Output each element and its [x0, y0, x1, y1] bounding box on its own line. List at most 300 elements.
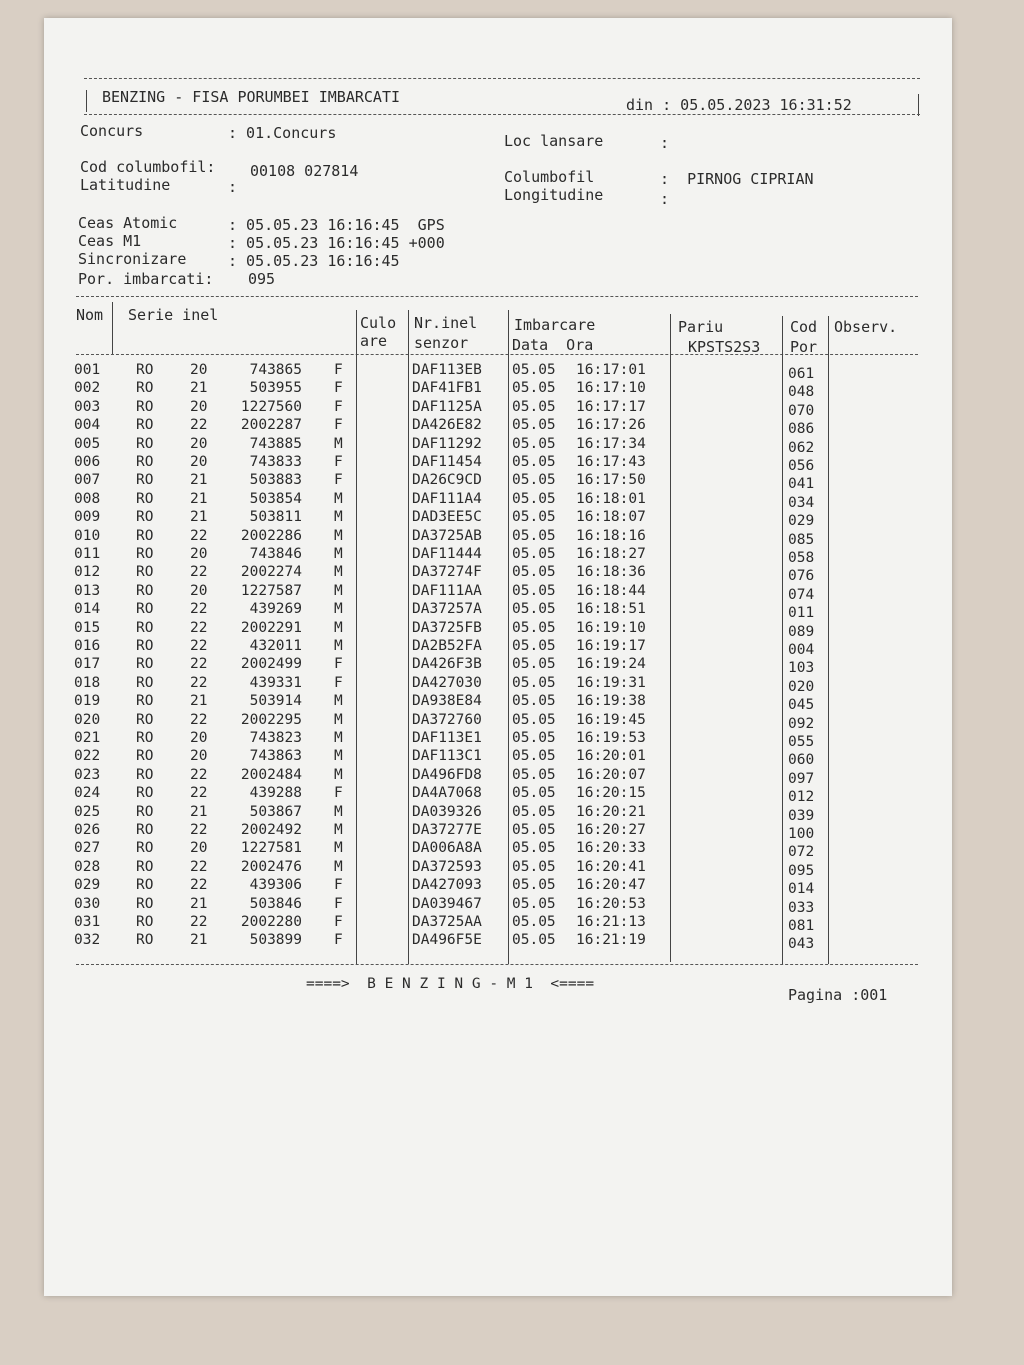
ceas-atomic-label: Ceas Atomic [78, 214, 178, 232]
row-sensor: DAD3EE5C [412, 509, 482, 526]
row-cod-por: 020 [788, 678, 815, 695]
row-sensor: DA3725FB [412, 619, 482, 636]
printed-sheet [44, 18, 952, 1296]
row-sex: F [334, 454, 343, 470]
row-sensor: DA37274F [412, 564, 482, 581]
row-ring-number: 503883 [249, 472, 302, 489]
row-country: RO [136, 711, 154, 728]
row-date: 05.05 [512, 730, 556, 746]
row-cod-por: 014 [788, 881, 815, 898]
row-country: RO [136, 472, 154, 489]
row-cod-por: 086 [788, 421, 815, 438]
row-year: 22 [190, 601, 208, 618]
table-row [44, 380, 924, 399]
row-country: RO [136, 527, 154, 544]
table-row [44, 601, 924, 620]
row-nom: 030 [74, 895, 101, 912]
col-header-imbarcare-1: Imbarcare [514, 316, 596, 334]
row-ring-number: 743833 [249, 454, 302, 470]
row-sex: M [334, 822, 343, 838]
row-nom: 001 [74, 362, 101, 378]
row-date: 05.05 [512, 454, 556, 470]
row-date: 05.05 [512, 619, 556, 636]
row-ring-number: 743885 [249, 435, 302, 452]
row-country: RO [136, 417, 154, 434]
row-sensor: DA372760 [412, 711, 482, 728]
title-right-border [918, 94, 919, 116]
cod-columbofil-value: 00108 027814 [250, 162, 359, 180]
row-nom: 028 [74, 858, 101, 875]
row-sensor: DAF1125A [412, 398, 482, 415]
table-row [44, 656, 924, 675]
row-ring-number: 2002286 [240, 527, 302, 544]
row-sex: F [334, 472, 343, 489]
row-cod-por: 058 [788, 550, 815, 566]
row-year: 21 [190, 932, 208, 949]
row-year: 20 [190, 362, 208, 378]
row-ring-number: 2002291 [240, 619, 302, 636]
col-header-cod-1: Cod [790, 318, 818, 336]
row-sex: M [334, 582, 343, 599]
row-cod-por: 012 [788, 789, 815, 806]
row-nom: 006 [74, 454, 101, 470]
row-sensor: DA4A7068 [412, 785, 482, 802]
row-country: RO [136, 380, 154, 397]
table-top-border [76, 296, 918, 297]
row-cod-por: 100 [788, 826, 815, 842]
table-row [44, 546, 924, 565]
row-nom: 005 [74, 435, 101, 452]
row-nom: 014 [74, 601, 101, 618]
row-sensor: DAF41FB1 [412, 380, 482, 397]
col-header-nom: Nom [76, 306, 104, 324]
row-cod-por: 039 [788, 807, 815, 824]
row-date: 05.05 [512, 932, 556, 949]
table-row [44, 509, 924, 528]
row-ring-number: 2002274 [240, 564, 302, 581]
ceas-m1-value: : 05.05.23 16:16:45 +000 [228, 234, 445, 252]
row-date: 05.05 [512, 822, 556, 838]
row-country: RO [136, 509, 154, 526]
row-sensor: DAF113E1 [412, 730, 482, 746]
row-time: 16:17:10 [576, 380, 646, 397]
row-sensor: DAF11292 [412, 435, 482, 452]
columbofil-value: : PIRNOG CIPRIAN [660, 170, 814, 188]
por-imbarcati-value: 095 [248, 270, 276, 288]
row-year: 21 [190, 472, 208, 489]
row-year: 22 [190, 785, 208, 802]
table-row [44, 932, 924, 951]
table-row [44, 840, 924, 859]
row-sensor: DA938E84 [412, 693, 482, 710]
row-sensor: DA039326 [412, 803, 482, 820]
row-sensor: DA3725AA [412, 914, 482, 930]
row-year: 22 [190, 674, 208, 691]
row-ring-number: 503867 [249, 803, 302, 820]
row-time: 16:19:38 [576, 693, 646, 710]
row-cod-por: 072 [788, 844, 815, 861]
row-sex: M [334, 766, 343, 783]
row-country: RO [136, 766, 154, 783]
table-row [44, 417, 924, 436]
row-date: 05.05 [512, 435, 556, 452]
row-sex: M [334, 730, 343, 746]
row-ring-number: 439288 [249, 785, 302, 802]
row-date: 05.05 [512, 638, 556, 654]
row-date: 05.05 [512, 362, 556, 378]
row-country: RO [136, 490, 154, 507]
row-time: 16:20:41 [576, 858, 646, 875]
row-country: RO [136, 840, 154, 857]
row-sex: M [334, 527, 343, 544]
row-year: 22 [190, 858, 208, 875]
table-row [44, 399, 924, 418]
table-row [44, 896, 924, 915]
row-sensor: DA26C9CD [412, 472, 482, 489]
row-cod-por: 081 [788, 918, 815, 934]
row-ring-number: 743863 [249, 748, 302, 765]
row-cod-por: 029 [788, 513, 815, 530]
row-sensor: DA37257A [412, 601, 482, 618]
row-ring-number: 432011 [249, 638, 302, 654]
row-time: 16:18:51 [576, 601, 646, 618]
table-row [44, 693, 924, 712]
latitudine-label: Latitudine [80, 176, 171, 194]
col-header-nrinel-1: Nr.inel [414, 314, 478, 332]
row-sex: M [334, 435, 343, 452]
row-year: 20 [190, 748, 208, 765]
row-ring-number: 2002484 [240, 766, 302, 783]
row-nom: 016 [74, 638, 101, 654]
row-ring-number: 1227560 [240, 398, 302, 415]
row-sex: M [334, 858, 343, 875]
row-date: 05.05 [512, 601, 556, 618]
row-date: 05.05 [512, 877, 556, 894]
table-row [44, 730, 924, 749]
row-ring-number: 2002287 [240, 417, 302, 434]
row-sex: M [334, 840, 343, 857]
concurs-value: : 01.Concurs [228, 124, 337, 142]
row-year: 21 [190, 490, 208, 507]
table-header-border [76, 354, 918, 355]
row-nom: 019 [74, 693, 101, 710]
row-country: RO [136, 914, 154, 930]
row-cod-por: 097 [788, 770, 815, 787]
row-country: RO [136, 619, 154, 636]
row-time: 16:20:47 [576, 877, 646, 894]
row-nom: 018 [74, 674, 101, 691]
row-time: 16:19:17 [576, 638, 646, 654]
row-country: RO [136, 748, 154, 765]
row-country: RO [136, 362, 154, 378]
row-ring-number: 503955 [249, 380, 302, 397]
row-sensor: DA426E82 [412, 417, 482, 434]
row-cod-por: 033 [788, 899, 815, 916]
row-sex: M [334, 638, 343, 654]
row-sex: F [334, 674, 343, 691]
row-year: 21 [190, 509, 208, 526]
row-cod-por: 011 [788, 605, 815, 622]
row-sex: F [334, 380, 343, 397]
row-ring-number: 2002492 [240, 822, 302, 838]
row-cod-por: 060 [788, 752, 815, 769]
row-time: 16:20:33 [576, 840, 646, 857]
row-sex: M [334, 619, 343, 636]
table-row [44, 620, 924, 639]
title-left-border [86, 90, 87, 112]
col-header-nrinel-2: senzor [414, 334, 469, 352]
row-cod-por: 048 [788, 384, 815, 401]
table-row [44, 528, 924, 547]
row-sensor: DA37277E [412, 822, 482, 838]
row-sensor: DA006A8A [412, 840, 482, 857]
row-year: 20 [190, 454, 208, 470]
row-sensor: DA3725AB [412, 527, 482, 544]
row-sex: M [334, 509, 343, 526]
row-sex: F [334, 914, 343, 930]
row-year: 21 [190, 693, 208, 710]
row-ring-number: 1227587 [240, 582, 302, 599]
row-nom: 031 [74, 914, 101, 930]
table-bottom-border [76, 964, 918, 965]
row-country: RO [136, 822, 154, 838]
title-bottom-border [84, 114, 920, 115]
row-time: 16:18:44 [576, 582, 646, 599]
row-cod-por: 092 [788, 715, 815, 732]
row-sex: M [334, 564, 343, 581]
row-date: 05.05 [512, 748, 556, 765]
por-imbarcati-label: Por. imbarcati: [78, 270, 214, 288]
sincronizare-label: Sincronizare [78, 250, 187, 268]
row-time: 16:18:27 [576, 546, 646, 562]
row-sex: F [334, 398, 343, 415]
row-time: 16:20:53 [576, 895, 646, 912]
row-sensor: DA426F3B [412, 656, 482, 673]
print-date: din : 05.05.2023 16:31:52 [626, 96, 852, 114]
row-date: 05.05 [512, 766, 556, 783]
row-year: 22 [190, 638, 208, 654]
row-nom: 020 [74, 711, 101, 728]
row-ring-number: 503914 [249, 693, 302, 710]
row-year: 20 [190, 582, 208, 599]
row-sensor: DA372593 [412, 858, 482, 875]
row-sex: M [334, 693, 343, 710]
row-year: 22 [190, 619, 208, 636]
row-year: 22 [190, 564, 208, 581]
row-ring-number: 743823 [249, 730, 302, 746]
row-date: 05.05 [512, 895, 556, 912]
row-date: 05.05 [512, 380, 556, 397]
row-sensor: DAF11454 [412, 454, 482, 470]
row-ring-number: 503899 [249, 932, 302, 949]
row-date: 05.05 [512, 693, 556, 710]
row-time: 16:18:07 [576, 509, 646, 526]
row-nom: 011 [74, 546, 101, 562]
row-nom: 012 [74, 564, 101, 581]
row-country: RO [136, 693, 154, 710]
table-row [44, 472, 924, 491]
row-year: 22 [190, 417, 208, 434]
row-time: 16:20:15 [576, 785, 646, 802]
ceas-m1-label: Ceas M1 [78, 232, 142, 250]
row-nom: 026 [74, 822, 101, 838]
table-row [44, 914, 924, 933]
row-time: 16:17:26 [576, 417, 646, 434]
row-country: RO [136, 730, 154, 746]
row-nom: 032 [74, 932, 101, 949]
table-row [44, 877, 924, 896]
row-ring-number: 503854 [249, 490, 302, 507]
row-nom: 004 [74, 417, 101, 434]
row-date: 05.05 [512, 472, 556, 489]
row-nom: 015 [74, 619, 101, 636]
row-time: 16:18:16 [576, 527, 646, 544]
row-year: 20 [190, 730, 208, 746]
row-ring-number: 1227581 [240, 840, 302, 857]
table-row [44, 748, 924, 767]
row-country: RO [136, 803, 154, 820]
row-time: 16:19:31 [576, 674, 646, 691]
table-row [44, 583, 924, 602]
row-country: RO [136, 895, 154, 912]
row-cod-por: 070 [788, 402, 815, 419]
row-ring-number: 743846 [249, 546, 302, 562]
row-time: 16:20:27 [576, 822, 646, 838]
row-time: 16:20:07 [576, 766, 646, 783]
row-nom: 013 [74, 582, 101, 599]
row-sex: F [334, 895, 343, 912]
row-country: RO [136, 546, 154, 562]
col-header-observ: Observ. [834, 318, 898, 336]
row-nom: 008 [74, 490, 101, 507]
row-year: 21 [190, 803, 208, 820]
row-ring-number: 2002499 [240, 656, 302, 673]
row-time: 16:17:01 [576, 362, 646, 378]
table-row [44, 767, 924, 786]
row-nom: 009 [74, 509, 101, 526]
col-header-culoare-2: are [360, 332, 388, 350]
row-date: 05.05 [512, 582, 556, 599]
sincronizare-value: : 05.05.23 16:16:45 [228, 252, 400, 270]
col-header-pariu-1: Pariu [678, 318, 724, 336]
table-row [44, 822, 924, 841]
row-cod-por: 056 [788, 458, 815, 474]
row-date: 05.05 [512, 527, 556, 544]
row-nom: 002 [74, 380, 101, 397]
col-header-pariu-2: KPSTS2S3 [688, 338, 761, 356]
row-cod-por: 045 [788, 697, 815, 714]
row-year: 20 [190, 546, 208, 562]
row-year: 20 [190, 435, 208, 452]
row-year: 22 [190, 527, 208, 544]
col-header-cod-2: Por [790, 338, 818, 356]
latitudine-value: : [228, 178, 238, 196]
row-nom: 029 [74, 877, 101, 894]
row-nom: 007 [74, 472, 101, 489]
row-time: 16:19:24 [576, 656, 646, 673]
row-sensor: DAF111AA [412, 582, 482, 599]
row-date: 05.05 [512, 674, 556, 691]
row-country: RO [136, 877, 154, 894]
row-date: 05.05 [512, 656, 556, 673]
row-year: 22 [190, 656, 208, 673]
row-cod-por: 061 [788, 366, 815, 382]
row-cod-por: 041 [788, 476, 815, 493]
title-top-border [84, 78, 920, 79]
table-row [44, 436, 924, 455]
row-nom: 027 [74, 840, 101, 857]
row-sex: F [334, 785, 343, 802]
col-header-culoare-1: Culo [360, 314, 397, 332]
row-year: 22 [190, 822, 208, 838]
row-sensor: DAF113C1 [412, 748, 482, 765]
row-time: 16:17:17 [576, 398, 646, 415]
row-cod-por: 062 [788, 439, 815, 456]
row-time: 16:20:01 [576, 748, 646, 765]
columbofil-label: Columbofil [504, 168, 595, 186]
row-sensor: DA427030 [412, 674, 482, 691]
row-cod-por: 076 [788, 568, 815, 585]
row-year: 20 [190, 840, 208, 857]
row-ring-number: 439331 [249, 674, 302, 691]
table-row [44, 712, 924, 731]
row-ring-number: 743865 [249, 362, 302, 378]
row-cod-por: 095 [788, 862, 815, 879]
row-time: 16:17:50 [576, 472, 646, 489]
row-time: 16:17:34 [576, 435, 646, 452]
row-country: RO [136, 638, 154, 654]
row-date: 05.05 [512, 711, 556, 728]
row-year: 22 [190, 766, 208, 783]
row-country: RO [136, 435, 154, 452]
footer-brand: ====> B E N Z I N G - M 1 <==== [306, 976, 595, 992]
row-date: 05.05 [512, 546, 556, 562]
row-time: 16:19:10 [576, 619, 646, 636]
row-nom: 024 [74, 785, 101, 802]
row-time: 16:20:21 [576, 803, 646, 820]
row-country: RO [136, 785, 154, 802]
row-sex: M [334, 711, 343, 728]
col-header-imbarcare-2: Data Ora [512, 336, 594, 354]
row-time: 16:18:36 [576, 564, 646, 581]
row-cod-por: 034 [788, 494, 815, 511]
row-year: 22 [190, 711, 208, 728]
row-date: 05.05 [512, 417, 556, 434]
cod-columbofil-label: Cod columbofil: [80, 158, 216, 176]
loc-lansare-label: Loc lansare [504, 132, 604, 150]
row-time: 16:19:45 [576, 711, 646, 728]
row-sex: M [334, 490, 343, 507]
row-year: 21 [190, 895, 208, 912]
table-row [44, 564, 924, 583]
separator-nom [112, 302, 113, 354]
row-cod-por: 004 [788, 642, 815, 658]
row-time: 16:17:43 [576, 454, 646, 470]
row-ring-number: 503846 [249, 895, 302, 912]
row-date: 05.05 [512, 564, 556, 581]
row-sensor: DAF11444 [412, 546, 482, 562]
row-year: 22 [190, 914, 208, 930]
row-ring-number: 439306 [249, 877, 302, 894]
row-date: 05.05 [512, 840, 556, 857]
row-sensor: DAF113EB [412, 362, 482, 378]
row-ring-number: 503811 [249, 509, 302, 526]
row-sex: F [334, 877, 343, 894]
row-cod-por: 055 [788, 734, 815, 750]
row-time: 16:21:13 [576, 914, 646, 930]
longitudine-label: Longitudine [504, 186, 604, 204]
col-header-serie-inel: Serie inel [128, 306, 219, 324]
